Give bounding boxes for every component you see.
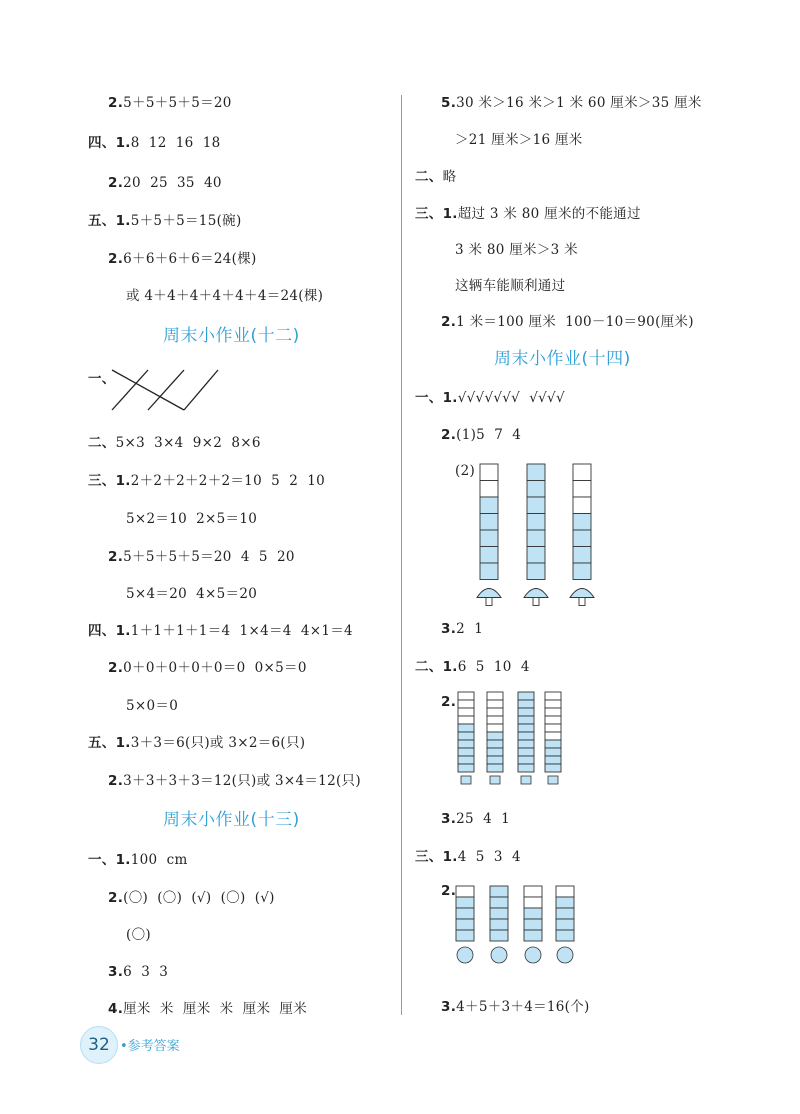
filled-cell	[490, 930, 508, 941]
empty-cell	[487, 708, 503, 716]
line-l18: 一、1.100 cm	[88, 852, 188, 868]
bar-column	[490, 886, 508, 941]
filled-cell	[556, 930, 574, 941]
line-l11: 2.5＋5＋5＋5＝20 4 5 20	[108, 549, 295, 565]
filled-cell	[527, 497, 545, 514]
bar-column	[487, 692, 503, 772]
filled-cell	[518, 708, 534, 716]
filled-cell	[518, 748, 534, 756]
section-heading-12: 周末小作业(十二)	[163, 326, 300, 346]
filled-cell	[518, 724, 534, 732]
filled-cell	[518, 764, 534, 772]
bar-column	[573, 464, 591, 580]
line-l8: 二、5×3 3×4 9×2 8×6	[88, 435, 261, 451]
filled-cell	[490, 919, 508, 930]
filled-cell	[518, 700, 534, 708]
line-r10: (2)	[455, 463, 476, 479]
line-l9: 三、1.2＋2＋2＋2＋2＝10 5 2 10	[88, 473, 326, 489]
line-l14: 2.0＋0＋0＋0＋0＝0 0×5＝0	[108, 660, 307, 676]
filled-cell	[527, 563, 545, 580]
section-heading-14: 周末小作业(十四)	[494, 349, 631, 369]
line-l22: 4.厘米 米 厘米 米 厘米 厘米	[108, 1001, 308, 1017]
filled-cell	[545, 764, 561, 772]
shape-icon	[548, 776, 558, 784]
empty-cell	[573, 497, 591, 514]
empty-cell	[545, 692, 561, 700]
line-r2: ＞21 厘米＞16 厘米	[455, 132, 583, 148]
filled-cell	[524, 919, 542, 930]
line-r6: 这辆车能顺利通过	[455, 278, 566, 294]
filled-cell	[480, 547, 498, 564]
filled-cell	[487, 740, 503, 748]
filled-cell	[573, 563, 591, 580]
filled-cell	[456, 930, 474, 941]
matching-line	[112, 370, 148, 410]
filled-cell	[458, 732, 474, 740]
matching-line	[112, 370, 184, 410]
empty-cell	[487, 724, 503, 732]
filled-cell	[487, 756, 503, 764]
filled-cell	[573, 547, 591, 564]
filled-cell	[518, 756, 534, 764]
filled-cell	[456, 897, 474, 908]
line-r14: 3.25 4 1	[441, 811, 511, 827]
shape-icon	[461, 776, 471, 784]
filled-cell	[490, 908, 508, 919]
toy-icon	[557, 947, 573, 963]
toys-bar-chart	[450, 882, 590, 977]
line-r13: 2.	[441, 694, 457, 710]
line-l17: 2.3＋3＋3＋3＝12(只)或 3×4＝12(只)	[108, 773, 361, 789]
mushroom-bar-chart	[470, 462, 600, 602]
line-l15: 5×0＝0	[126, 698, 179, 714]
filled-cell	[480, 497, 498, 514]
filled-cell	[556, 897, 574, 908]
bar-column	[556, 886, 574, 941]
filled-cell	[458, 764, 474, 772]
filled-cell	[573, 530, 591, 547]
filled-cell	[556, 908, 574, 919]
empty-cell	[545, 700, 561, 708]
filled-cell	[480, 514, 498, 531]
filled-cell	[490, 897, 508, 908]
filled-cell	[527, 530, 545, 547]
line-l5: 2.6＋6＋6＋6＝24(棵)	[108, 251, 257, 267]
matching-lines-diagram	[106, 364, 226, 416]
bar-column	[456, 886, 474, 941]
filled-cell	[487, 732, 503, 740]
empty-cell	[458, 692, 474, 700]
empty-cell	[487, 716, 503, 724]
empty-cell	[480, 481, 498, 498]
filled-cell	[518, 740, 534, 748]
empty-cell	[524, 897, 542, 908]
mushroom-icon	[477, 589, 501, 606]
filled-cell	[480, 530, 498, 547]
line-l2: 四、1.8 12 16 18	[88, 135, 221, 151]
line-r5: 3 米 80 厘米＞3 米	[455, 242, 578, 258]
bar-column	[458, 692, 474, 772]
page-number: 32	[80, 1026, 118, 1064]
shapes-bar-chart	[450, 690, 580, 790]
filled-cell	[518, 716, 534, 724]
line-r15: 三、1.4 5 3 4	[415, 849, 521, 865]
empty-cell	[545, 724, 561, 732]
filled-cell	[573, 514, 591, 531]
empty-cell	[573, 481, 591, 498]
line-l12: 5×4＝20 4×5＝20	[126, 586, 258, 602]
line-l10: 5×2＝10 2×5＝10	[126, 511, 258, 527]
empty-cell	[487, 692, 503, 700]
filled-cell	[545, 756, 561, 764]
line-l7: 一、	[88, 371, 116, 387]
filled-cell	[527, 481, 545, 498]
filled-cell	[545, 740, 561, 748]
line-r7: 2.1 米＝100 厘米 100－10＝90(厘米)	[441, 314, 694, 330]
line-r8: 一、1.√√√√√√√ √√√√	[415, 390, 565, 406]
matching-line	[184, 370, 218, 410]
line-r4: 三、1.超过 3 米 80 厘米的不能通过	[415, 206, 641, 222]
filled-cell	[456, 919, 474, 930]
mushroom-icon	[570, 589, 594, 606]
filled-cell	[480, 563, 498, 580]
line-l21: 3.6 3 3	[108, 964, 169, 980]
toy-icon	[491, 947, 507, 963]
line-l6: 或 4＋4＋4＋4＋4＋4＝24(棵)	[126, 288, 324, 304]
filled-cell	[456, 908, 474, 919]
line-l20: (〇)	[126, 927, 151, 943]
filled-cell	[527, 514, 545, 531]
bar-column	[527, 464, 545, 580]
bar-column	[518, 692, 534, 772]
empty-cell	[545, 732, 561, 740]
line-r9: 2.(1)5 7 4	[441, 427, 522, 443]
filled-cell	[458, 748, 474, 756]
shape-icon	[490, 776, 500, 784]
mushroom-icon	[524, 589, 548, 606]
filled-cell	[458, 740, 474, 748]
line-r16: 2.	[441, 883, 457, 899]
empty-cell	[524, 886, 542, 897]
line-r1: 5.30 米＞16 米＞1 米 60 厘米＞35 厘米	[441, 95, 702, 111]
toy-icon	[525, 947, 541, 963]
empty-cell	[458, 708, 474, 716]
empty-cell	[545, 708, 561, 716]
filled-cell	[545, 748, 561, 756]
filled-cell	[524, 908, 542, 919]
line-l4: 五、1.5＋5＋5＝15(碗)	[88, 213, 242, 229]
bar-column	[524, 886, 542, 941]
filled-cell	[524, 930, 542, 941]
line-r11: 3.2 1	[441, 621, 484, 637]
filled-cell	[527, 464, 545, 481]
empty-cell	[458, 716, 474, 724]
empty-cell	[545, 716, 561, 724]
line-l19: 2.(〇) (〇) (√) (〇) (√)	[108, 890, 275, 906]
line-r3: 二、略	[415, 169, 457, 185]
filled-cell	[490, 886, 508, 897]
line-r17: 3.4＋5＋3＋4＝16(个)	[441, 999, 590, 1015]
empty-cell	[487, 700, 503, 708]
line-l3: 2.20 25 35 40	[108, 175, 222, 191]
section-heading-13: 周末小作业(十三)	[163, 810, 300, 830]
filled-cell	[487, 764, 503, 772]
line-l1: 2.5＋5＋5＋5＝20	[108, 95, 232, 111]
column-divider	[401, 95, 402, 1015]
footer-label: •参考答案	[120, 1039, 180, 1054]
empty-cell	[573, 464, 591, 481]
filled-cell	[518, 692, 534, 700]
empty-cell	[480, 464, 498, 481]
filled-cell	[458, 756, 474, 764]
filled-cell	[527, 547, 545, 564]
empty-cell	[458, 700, 474, 708]
toy-icon	[457, 947, 473, 963]
empty-cell	[556, 886, 574, 897]
filled-cell	[556, 919, 574, 930]
matching-line	[148, 370, 184, 410]
empty-cell	[456, 886, 474, 897]
line-l16: 五、1.3＋3＝6(只)或 3×2＝6(只)	[88, 735, 306, 751]
filled-cell	[458, 724, 474, 732]
bar-column	[480, 464, 498, 580]
line-r12: 二、1.6 5 10 4	[415, 659, 530, 675]
filled-cell	[518, 732, 534, 740]
filled-cell	[487, 748, 503, 756]
shape-icon	[521, 776, 531, 784]
bar-column	[545, 692, 561, 772]
line-l13: 四、1.1＋1＋1＋1＝4 1×4＝4 4×1＝4	[88, 623, 353, 639]
